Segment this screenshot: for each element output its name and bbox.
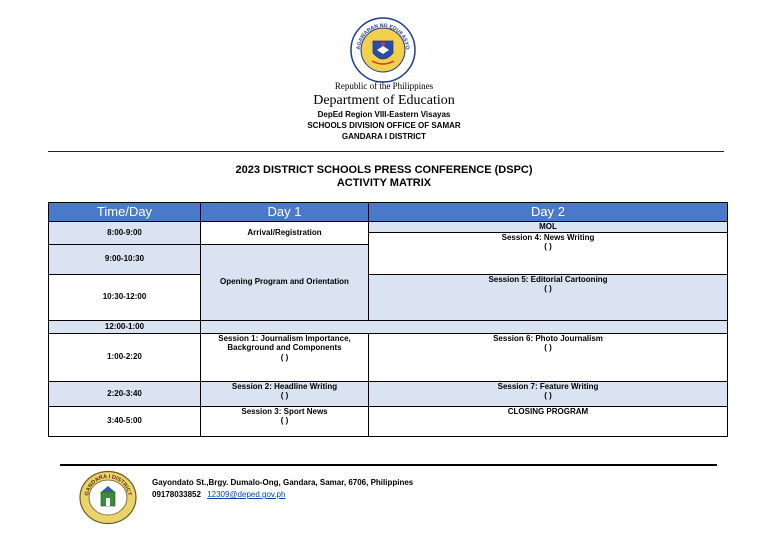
- document-title: 2023 DISTRICT SCHOOLS PRESS CONFERENCE (DSPC): [235, 164, 533, 176]
- session4-label: Session 4: News Writing: [501, 232, 595, 242]
- session5-label: Session 5: Editorial Cartooning: [488, 274, 608, 284]
- time-cell: 3:40-5:00: [49, 406, 201, 436]
- activity-matrix-table: [48, 202, 728, 437]
- session4-paren: ( ): [544, 242, 552, 252]
- time-cell: 12:00-1:00: [49, 320, 201, 333]
- district-name: GANDARA I DISTRICT: [341, 132, 427, 141]
- time-cell: 9:00-10:30: [49, 244, 201, 274]
- session3-label: Session 3: Sport News: [241, 406, 328, 416]
- footer-contact: [152, 490, 285, 499]
- gandara-district-seal-icon: [78, 470, 138, 525]
- footer-address: Gayondato St.,Brgy. Dumalo-Ong, Gandara, Samar, 6706, Philippines: [152, 478, 414, 487]
- session1-paren: ( ): [280, 352, 289, 362]
- session6-paren: ( ): [544, 343, 552, 353]
- day2-session6-cell: [369, 333, 728, 381]
- day2-mol-cell: MOL: [369, 222, 728, 233]
- day2-closing-cell: CLOSING PROGRAM: [369, 406, 728, 436]
- division-name: SCHOOLS DIVISION OFFICE OF SAMAR: [307, 121, 461, 130]
- column-header-day1: Day 1: [201, 203, 369, 222]
- session7-paren: ( ): [544, 391, 552, 401]
- footer-phone: 09178033852: [152, 490, 201, 499]
- session1-label-line2: Background and Components: [227, 343, 342, 353]
- footer-seal-text: GANDARA I DISTRICT: [84, 473, 132, 497]
- day1-arrival-cell: Arrival/Registration: [201, 222, 369, 245]
- lunch-break-cell: [201, 320, 728, 333]
- region-name: DepEd Region VIII-Eastern Visayas: [317, 110, 451, 119]
- time-cell: 2:20-3:40: [49, 381, 201, 406]
- column-header-day2: Day 2: [369, 203, 728, 222]
- header-divider: [48, 151, 724, 152]
- session1-label-line1: Session 1: Journalism Importance,: [218, 333, 351, 343]
- republic-label: Republic of the Philippines: [334, 81, 434, 91]
- time-cell: 1:00-2:20: [49, 333, 201, 381]
- day1-session1-cell: [201, 333, 369, 381]
- day1-session3-cell: [201, 406, 369, 436]
- document-subtitle: ACTIVITY MATRIX: [336, 177, 432, 189]
- session6-label: Session 6: Photo Journalism: [493, 333, 603, 343]
- session7-label: Session 7: Feature Writing: [497, 381, 599, 391]
- day2-session7-cell: [369, 381, 728, 406]
- session3-paren: ( ): [280, 416, 289, 426]
- department-name: Department of Education: [313, 93, 455, 108]
- day1-opening-cell: Opening Program and Orientation: [201, 244, 369, 320]
- footer-email-link[interactable]: 12309@deped.gov.ph: [207, 490, 286, 499]
- day2-session5-cell: [369, 274, 728, 320]
- column-header-time: Time/Day: [49, 203, 201, 222]
- session5-paren: ( ): [544, 284, 552, 294]
- session2-label: Session 2: Headline Writing: [231, 381, 338, 391]
- seal-text: AGAWARAN NG EDUKASYO: [355, 22, 411, 50]
- session2-paren: ( ): [280, 391, 289, 401]
- time-cell: 8:00-9:00: [49, 222, 201, 245]
- day1-session2-cell: [201, 381, 369, 406]
- time-cell: 10:30-12:00: [49, 274, 201, 320]
- day2-session4-cell: [369, 232, 728, 274]
- footer-divider: [60, 464, 717, 466]
- deped-seal-icon: [350, 17, 416, 83]
